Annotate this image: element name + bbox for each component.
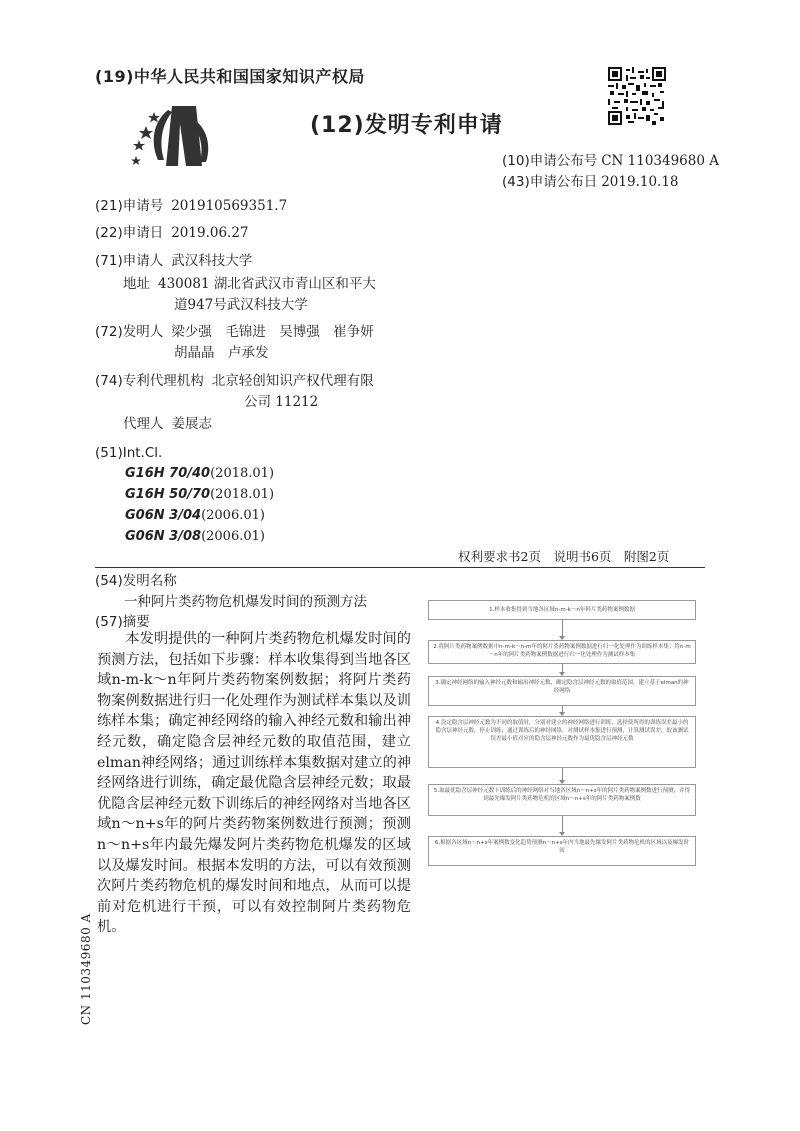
agent-value: 姜展志 (171, 416, 212, 432)
int-cl-label: (51)Int.Cl. (95, 445, 163, 461)
flowchart-step-6: 6.根据各区域n～n+s年案例数变化趋势预测n～n+s年内当地最先爆发阿片类药物危机的区域以及爆发时间 (428, 836, 696, 866)
inventors-line-1: 梁少强 毛锦进 吴博强 崔争妍 (171, 324, 374, 340)
address-line-1: 430081 湖北省武汉市青山区和平大 (158, 276, 376, 292)
address-label: 地址 (123, 276, 150, 292)
ipc-code: G16H 70/40 (125, 466, 211, 481)
applicant-value: 武汉科技大学 (171, 253, 253, 269)
section-divider (95, 567, 705, 568)
flowchart-step-1: 1.样本收集得到当地各区域n-m-k～n年阿片类药物案例数据 (428, 600, 696, 620)
invention-title-label: (54)发明名称 (95, 573, 177, 589)
application-date (95, 223, 249, 244)
application-number (95, 196, 287, 217)
invention-title: 一种阿片类药物危机爆发时间的预测方法 (124, 594, 367, 610)
inventors-label: (72)发明人 (95, 324, 164, 340)
agent-label: 代理人 (123, 416, 164, 432)
cnipa-logo (128, 100, 220, 170)
ipc-version: (2018.01) (210, 466, 275, 481)
publication-date (502, 172, 679, 193)
application-date-value: 2019.06.27 (171, 225, 249, 241)
flowchart-step-2: 2.将阿片类药物案例数据中n-m-k～n-m年的阿片类药物案例数据进行归一化处理作为训练样本集；将n-m～n年的阿片类药物案例数据进行归一化处理作为测试样本集 (428, 640, 696, 664)
agent (123, 414, 212, 435)
abstract-body (97, 629, 411, 938)
ipc-code: G06N 3/04 (125, 508, 202, 523)
application-number-value: 201910569351.7 (171, 198, 288, 214)
patent-agency-line-1: 北京轻创知识产权代理有限 (211, 373, 374, 389)
publication-date-label: (43)申请公布日 (502, 174, 598, 190)
patent-agency (95, 371, 374, 392)
flow-arrow (562, 768, 563, 780)
ipc-classification (125, 466, 274, 481)
abstract-text: 本发明提供的一种阿片类药物危机爆发时间的预测方法，包括如下步骤：样本收集得到当地各区域n-m-k～n年阿片类药物案例数据；将阿片类药物案例数据进行归一化处理作为测试样本集以及训练样本集；确定神经网络的输入神经元数和输出神经元数，确定隐含层神经元数的取值范围，建立elman神经网络；通过训练样本集数据对建立的神经网络进行训练，确定最优隐含层神经元数；取最优隐含层神经元数下训练后的神经网络对当地各区域n～n+s年的阿片类药物案例数进行预测；预测n～n+s年内最先爆发阿片类药物危机爆发的区域以及爆发时间。根据本发明的方法，可以有效预测次阿片类药物危机的爆发时间和地点，从而可以提前对危机进行干预，可以有效控制阿片类药物危机。 (97, 631, 411, 936)
abstract-label: (57)摘要 (95, 614, 150, 630)
patent-agency-line-2: 公司 11212 (244, 394, 319, 410)
flowchart-step-4: 4.设定隐含层神经元数为不同的取值时，分别对建立的神经网络进行训练，选择使所得的训练误差最小的隐含层神经元数，停止训练，通过训练后的神经网络，对测试样本集进行预测，计算测试误差，取该测试误差最小值对应的隐含层神经元数作为最优隐含层神经元数 (428, 716, 696, 768)
ipc-classification (125, 529, 265, 544)
flow-arrow (562, 706, 563, 712)
flow-arrow (562, 816, 563, 832)
ipc-classification (125, 487, 274, 502)
patent-agency-label: (74)专利代理机构 (95, 373, 204, 389)
publication-number-label: (10)申请公布号 (502, 153, 598, 169)
ipc-code: G06N 3/08 (125, 529, 202, 544)
document-type-title: (12)发明专利申请 (310, 113, 503, 138)
publication-number-value: CN 110349680 A (601, 153, 719, 169)
flowchart-step-5: 5.取最优隐含层神经元数下训练后的神经网络对当地各区域n～n+s年的阿片类药物案例数进行预测，并得到最先爆发阿片类药物危机的区域n～n+s年的阿片类药物案例数 (428, 784, 696, 816)
flow-arrow (562, 620, 563, 636)
application-date-label: (22)申请日 (95, 225, 164, 241)
pages-summary: 权利要求书2页 说明书6页 附图2页 (458, 549, 670, 564)
ipc-version: (2006.01) (201, 508, 265, 523)
ipc-version: (2018.01) (210, 487, 275, 502)
applicant (95, 251, 252, 272)
qr-code-icon (608, 67, 666, 125)
ipc-code: G16H 50/70 (125, 487, 211, 502)
flow-arrow (562, 664, 563, 672)
flowchart-step-3: 3.确定神经网络的输入神经元数和输出神经元数，确定隐含层神经元数的取值范围，建立基于elman的神经网络 (428, 676, 696, 706)
flowchart (418, 600, 708, 900)
side-publication-number: CN 110349680 A (79, 913, 93, 1025)
address (123, 274, 376, 295)
inventors-line-2: 胡晶晶 卢承发 (174, 345, 269, 361)
ipc-version: (2006.01) (201, 529, 265, 544)
inventors (95, 322, 374, 343)
address-line-2: 道947号武汉科技大学 (174, 297, 308, 313)
publication-date-value: 2019.10.18 (601, 174, 679, 190)
authority-name: (19)中华人民共和国国家知识产权局 (95, 67, 365, 86)
applicant-label: (71)申请人 (95, 253, 164, 269)
publication-number (502, 151, 719, 172)
application-number-label: (21)申请号 (95, 198, 164, 214)
ipc-classification (125, 508, 265, 523)
